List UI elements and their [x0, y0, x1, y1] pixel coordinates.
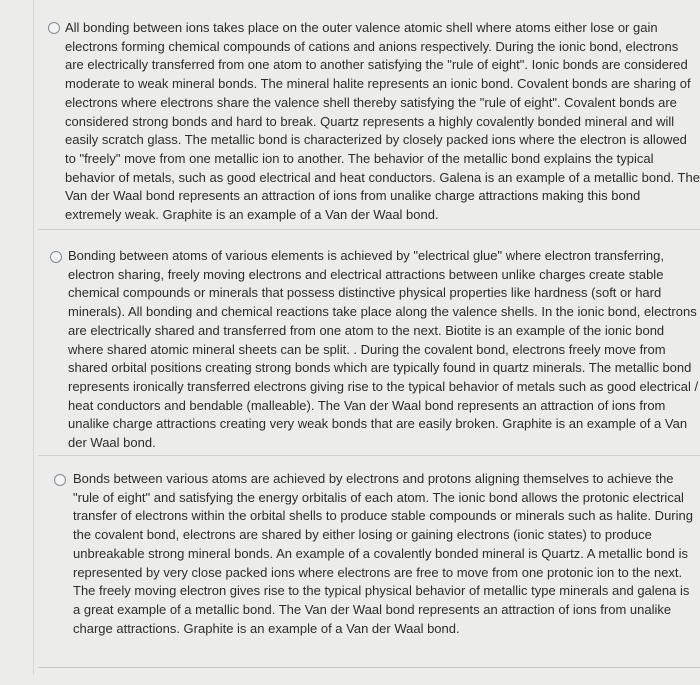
radio-button-option-1[interactable]: [48, 22, 60, 34]
radio-button-option-3[interactable]: [54, 474, 66, 486]
answer-option-2[interactable]: [38, 239, 700, 456]
answer-option-3-text: Bonds between various atoms are achieved by electrons and protons aligning themselves to achieve the "rule of eight" and satisfying the energy orbitalis of each atom. The ionic bond allows the protonic electrical transfer of electrons within the orbital shells to produce stable compounds or minerals such as halite. During the covalent bond, electrons are shared by either losing or gaining electrons (ionic states) to produce unbreakable strong mineral bonds. An example of a covalently bonded mineral is Quartz. A metallic bond is represented by very close packed ions where electrons are free to move from one protonic ion to the next. The freely moving electron gives rise to the typical physical behavior of metallic type minerals and galena is a great example of a metallic bond. The Van der Waal bond represents an attraction of ions from unalike charge attractions. Graphite is an example of a Van der Waal bond.: [73, 471, 693, 636]
answer-option-1-text: All bonding between ions takes place on the outer valence atomic shell where atoms either lose or gain electrons forming chemical compounds of cations and anions respectively. During the ionic bond, electrons are electrically transferred from one atom to another satisfying the "rule of eight". Ionic bonds are considered moderate to weak mineral bonds. The mineral halite represents an ionic bond. Covalent bonds are sharing of electrons where electrons share the valence shell thereby satisfying the "rule of eight". Covalent bonds are considered strong bonds and hard to break. Quartz represents a highly covalently bonded mineral and will easily scratch glass. The metallic bond is characterized by closely packed ions where the electron is allowed to "freely" move from one metallic ion to another. The behavior of the metallic bond explains the typical behavior of metals, such as good electrical and heat conductors. Galena is an example of a metallic bond. The Van der Waal bond represents an attraction of ions from unalike charge attractions making this bond extremely weak. Graphite is an example of a Van der Waal bond.: [65, 20, 700, 223]
panel-left-border: [33, 0, 34, 675]
answer-option-2-text: Bonding between atoms of various elements is achieved by "electrical glue" where electron transferring, electron sharing, freely moving electrons and electrical attractions between unlike charges create stable chemical compounds or minerals that possess distinctive physical properties like hardness (soft or hard minerals). All bonding and chemical reactions take place along the valence shells. In the ionic bond, electrons are electrically shared and transferred from one atom to the next. Biotite is an example of the ionic bond where shared atomic mineral sheets can be split. . During the covalent bond, electrons freely move from shared orbital positions creating strong bonds which are typically found in quartz minerals. The metallic bond represents ironically transferred electrons giving rise to the typical behavior of metals such as good electrical / heat conductors and bendable (malleable). The Van der Waal bond represents an attraction of ions from unalike charge attractions creating very weak bonds that are easily broken. Graphite is an example of a Van der Waal bond.: [68, 248, 699, 451]
radio-button-option-2[interactable]: [50, 251, 62, 263]
answer-option-3[interactable]: [38, 463, 700, 668]
answer-option-1[interactable]: [38, 8, 700, 230]
